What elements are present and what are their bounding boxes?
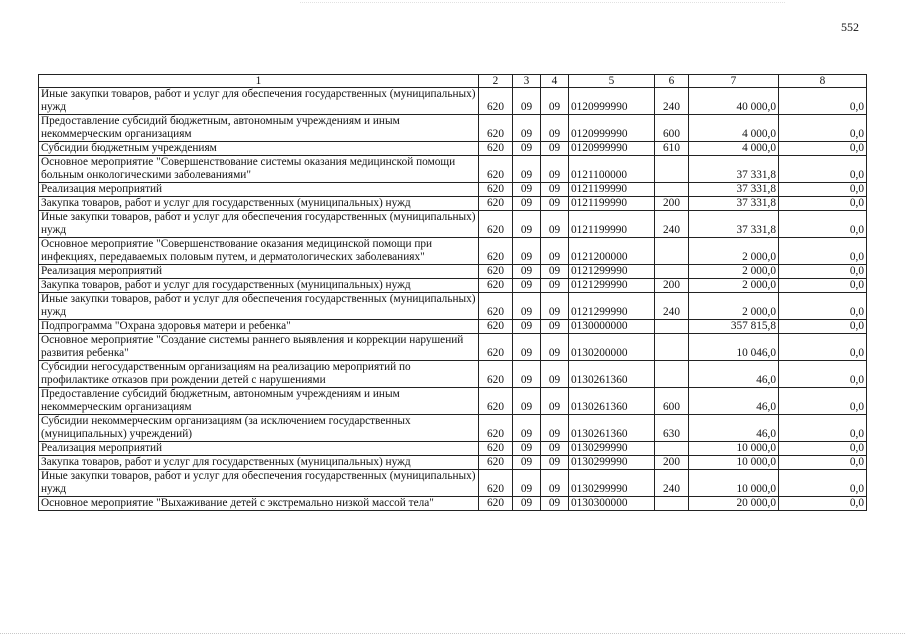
row-subsection: 09 [541,320,569,334]
row-amount-2: 0,0 [779,88,867,115]
row-subsection: 09 [541,279,569,293]
row-target-article: 0121299990 [569,279,655,293]
table-row [39,211,867,238]
row-name: Иные закупки товаров, работ и услуг для обеспечения государственных (муниципальных) нужд [39,88,479,115]
row-subsection: 09 [541,211,569,238]
row-admin-code: 620 [479,470,513,497]
row-subsection: 09 [541,334,569,361]
table-row [39,115,867,142]
page-number: 552 [841,20,859,34]
row-target-article: 0130261360 [569,388,655,415]
row-expense-type: 200 [655,279,689,293]
row-amount: 2 000,0 [689,238,779,265]
table-row [39,238,867,265]
table-body [39,88,867,511]
row-target-article: 0130299990 [569,442,655,456]
header-col-8: 8 [779,75,867,88]
table-row [39,497,867,511]
row-expense-type: 610 [655,142,689,156]
row-admin-code: 620 [479,415,513,442]
row-amount: 10 000,0 [689,456,779,470]
row-expense-type [655,156,689,183]
row-amount-2: 0,0 [779,183,867,197]
row-expense-type: 600 [655,388,689,415]
row-amount: 357 815,8 [689,320,779,334]
row-name: Предоставление субсидий бюджетным, автономным учреждениям и иным некоммерческим организациям [39,388,479,415]
row-amount: 46,0 [689,415,779,442]
row-admin-code: 620 [479,497,513,511]
row-name: Иные закупки товаров, работ и услуг для обеспечения государственных (муниципальных) нужд [39,293,479,320]
row-name: Основное мероприятие "Выхаживание детей с экстремально низкой массой тела" [39,497,479,511]
row-admin-code: 620 [479,156,513,183]
row-amount: 10 000,0 [689,470,779,497]
row-section: 09 [513,361,541,388]
row-amount: 2 000,0 [689,279,779,293]
row-admin-code: 620 [479,238,513,265]
row-admin-code: 620 [479,293,513,320]
row-admin-code: 620 [479,183,513,197]
row-section: 09 [513,293,541,320]
row-expense-type: 200 [655,456,689,470]
row-section: 09 [513,183,541,197]
row-amount: 10 000,0 [689,442,779,456]
row-subsection: 09 [541,388,569,415]
row-amount: 37 331,8 [689,156,779,183]
row-subsection: 09 [541,293,569,320]
row-amount-2: 0,0 [779,334,867,361]
row-admin-code: 620 [479,456,513,470]
row-name: Иные закупки товаров, работ и услуг для обеспечения государственных (муниципальных) нужд [39,470,479,497]
row-amount-2: 0,0 [779,497,867,511]
row-amount: 4 000,0 [689,142,779,156]
row-amount-2: 0,0 [779,293,867,320]
row-target-article: 0120999990 [569,88,655,115]
row-amount: 46,0 [689,361,779,388]
header-col-2: 2 [479,75,513,88]
row-subsection: 09 [541,115,569,142]
row-target-article: 0121200000 [569,238,655,265]
table-row [39,265,867,279]
row-amount: 10 046,0 [689,334,779,361]
row-expense-type: 240 [655,88,689,115]
row-amount-2: 0,0 [779,388,867,415]
header-col-3: 3 [513,75,541,88]
row-name: Реализация мероприятий [39,183,479,197]
row-amount: 40 000,0 [689,88,779,115]
row-section: 09 [513,497,541,511]
row-amount-2: 0,0 [779,442,867,456]
row-amount-2: 0,0 [779,197,867,211]
row-name: Основное мероприятие "Совершенствование оказания медицинской помощи при инфекциях, передаваемых половым путем, и дерматологических заболеваниях" [39,238,479,265]
row-amount-2: 0,0 [779,456,867,470]
scan-noise-bottom [0,632,905,634]
row-expense-type: 630 [655,415,689,442]
row-subsection: 09 [541,265,569,279]
row-subsection: 09 [541,197,569,211]
row-target-article: 0130261360 [569,415,655,442]
row-expense-type: 200 [655,197,689,211]
row-target-article: 0120999990 [569,115,655,142]
row-amount: 46,0 [689,388,779,415]
table-row [39,456,867,470]
row-name: Закупка товаров, работ и услуг для государственных (муниципальных) нужд [39,197,479,211]
row-name: Реализация мероприятий [39,442,479,456]
row-admin-code: 620 [479,279,513,293]
table-row [39,415,867,442]
row-admin-code: 620 [479,211,513,238]
row-amount-2: 0,0 [779,265,867,279]
header-col-7: 7 [689,75,779,88]
table-row [39,388,867,415]
row-amount-2: 0,0 [779,238,867,265]
row-section: 09 [513,88,541,115]
row-expense-type: 240 [655,211,689,238]
row-subsection: 09 [541,497,569,511]
header-col-4: 4 [541,75,569,88]
row-target-article: 0130299990 [569,470,655,497]
row-admin-code: 620 [479,115,513,142]
row-amount-2: 0,0 [779,361,867,388]
header-col-6: 6 [655,75,689,88]
row-expense-type [655,334,689,361]
row-target-article: 0121199990 [569,197,655,211]
row-subsection: 09 [541,238,569,265]
row-amount: 37 331,8 [689,211,779,238]
row-target-article: 0121299990 [569,265,655,279]
row-admin-code: 620 [479,88,513,115]
row-section: 09 [513,334,541,361]
table-row [39,279,867,293]
row-target-article: 0130200000 [569,334,655,361]
row-amount-2: 0,0 [779,115,867,142]
row-expense-type [655,265,689,279]
row-section: 09 [513,197,541,211]
row-section: 09 [513,156,541,183]
row-subsection: 09 [541,415,569,442]
header-col-1: 1 [39,75,479,88]
budget-table [38,74,867,511]
table-row [39,470,867,497]
row-name: Основное мероприятие "Совершенствование системы оказания медицинской помощи больным онкологическими заболеваниями" [39,156,479,183]
row-subsection: 09 [541,142,569,156]
row-name: Реализация мероприятий [39,265,479,279]
row-target-article: 0130000000 [569,320,655,334]
row-amount-2: 0,0 [779,211,867,238]
row-target-article: 0121100000 [569,156,655,183]
row-admin-code: 620 [479,388,513,415]
row-amount-2: 0,0 [779,279,867,293]
row-amount: 2 000,0 [689,265,779,279]
row-name: Субсидии негосударственным организациям на реализацию мероприятий по профилактике отказов при рождении детей с нарушениями [39,361,479,388]
row-target-article: 0130299990 [569,456,655,470]
row-admin-code: 620 [479,265,513,279]
row-admin-code: 620 [479,320,513,334]
row-name: Закупка товаров, работ и услуг для государственных (муниципальных) нужд [39,279,479,293]
row-amount-2: 0,0 [779,320,867,334]
row-admin-code: 620 [479,442,513,456]
row-admin-code: 620 [479,334,513,361]
row-section: 09 [513,115,541,142]
row-expense-type [655,361,689,388]
row-name: Субсидии некоммерческим организациям (за исключением государственных (муниципальных) учреждений) [39,415,479,442]
row-subsection: 09 [541,88,569,115]
table-row [39,197,867,211]
row-amount: 20 000,0 [689,497,779,511]
row-expense-type [655,497,689,511]
row-expense-type: 600 [655,115,689,142]
table-row [39,183,867,197]
row-section: 09 [513,456,541,470]
row-section: 09 [513,142,541,156]
row-amount-2: 0,0 [779,142,867,156]
table-row [39,334,867,361]
row-section: 09 [513,279,541,293]
row-subsection: 09 [541,183,569,197]
row-expense-type [655,183,689,197]
table-row [39,442,867,456]
row-section: 09 [513,388,541,415]
row-amount-2: 0,0 [779,415,867,442]
header-col-5: 5 [569,75,655,88]
row-expense-type [655,442,689,456]
row-section: 09 [513,470,541,497]
row-name: Подпрограмма "Охрана здоровья матери и ребенка" [39,320,479,334]
row-admin-code: 620 [479,142,513,156]
row-name: Иные закупки товаров, работ и услуг для обеспечения государственных (муниципальных) нужд [39,211,479,238]
table-row [39,156,867,183]
row-section: 09 [513,415,541,442]
row-name: Основное мероприятие "Создание системы раннего выявления и коррекции нарушений развития ребенка" [39,334,479,361]
table-row [39,293,867,320]
row-target-article: 0121199990 [569,211,655,238]
row-name: Субсидии бюджетным учреждениям [39,142,479,156]
row-expense-type: 240 [655,293,689,320]
row-admin-code: 620 [479,197,513,211]
row-target-article: 0130300000 [569,497,655,511]
row-target-article: 0130261360 [569,361,655,388]
table-header-row [39,75,867,88]
row-amount: 37 331,8 [689,183,779,197]
table-row [39,361,867,388]
row-amount: 37 331,8 [689,197,779,211]
row-name: Закупка товаров, работ и услуг для государственных (муниципальных) нужд [39,456,479,470]
row-target-article: 0121299990 [569,293,655,320]
row-subsection: 09 [541,470,569,497]
row-section: 09 [513,211,541,238]
scan-noise-top [300,2,785,4]
row-admin-code: 620 [479,361,513,388]
row-section: 09 [513,320,541,334]
row-amount-2: 0,0 [779,470,867,497]
row-subsection: 09 [541,442,569,456]
row-expense-type [655,320,689,334]
row-section: 09 [513,442,541,456]
row-expense-type [655,238,689,265]
row-amount-2: 0,0 [779,156,867,183]
row-expense-type: 240 [655,470,689,497]
row-name: Предоставление субсидий бюджетным, автономным учреждениям и иным некоммерческим организациям [39,115,479,142]
table-row [39,88,867,115]
row-section: 09 [513,238,541,265]
row-amount: 2 000,0 [689,293,779,320]
row-subsection: 09 [541,361,569,388]
row-subsection: 09 [541,156,569,183]
row-section: 09 [513,265,541,279]
row-target-article: 0120999990 [569,142,655,156]
table-row [39,142,867,156]
row-amount: 4 000,0 [689,115,779,142]
row-target-article: 0121199990 [569,183,655,197]
row-subsection: 09 [541,456,569,470]
table-row [39,320,867,334]
